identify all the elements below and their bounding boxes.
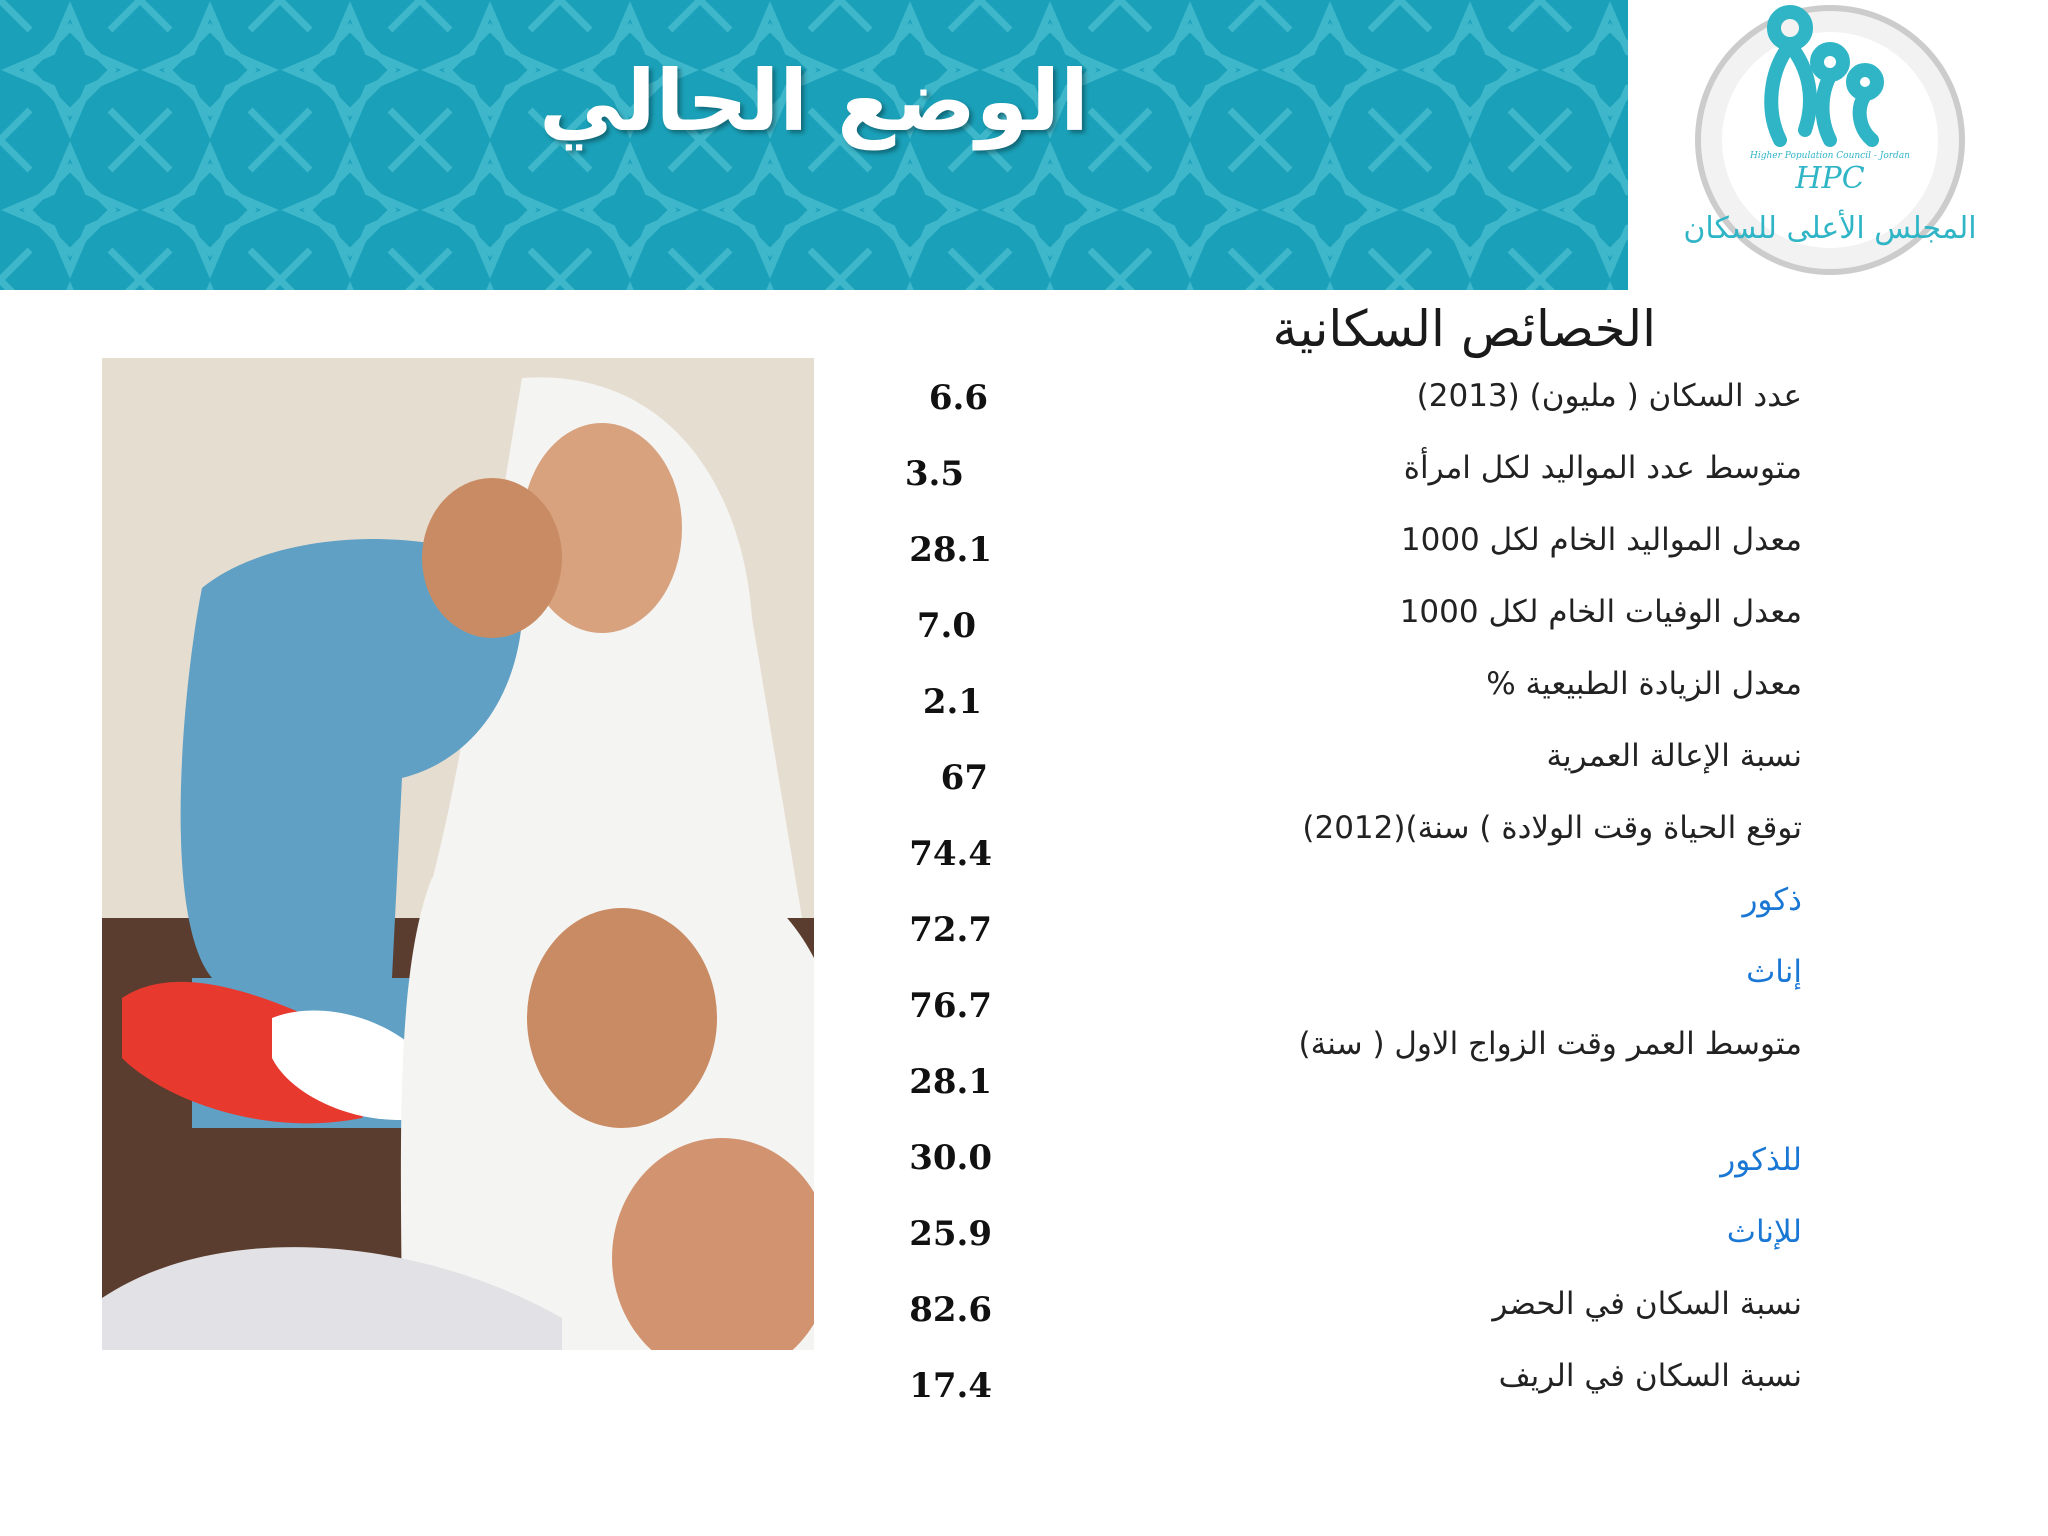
logo-abbr: HPC	[1795, 161, 1865, 196]
stat-label-dependency-ratio: نسبة الإعالة العمرية	[1546, 738, 1802, 774]
family-photo	[102, 358, 814, 1350]
stat-value-fertility: 3.5	[904, 454, 964, 494]
logo-arabic-name: المجلس الأعلى للسكان	[1683, 211, 1977, 246]
section-subtitle: الخصائص السكانية	[1272, 300, 1656, 358]
stat-value-natural-increase: 2.1	[922, 682, 982, 722]
header-banner	[0, 0, 1628, 290]
stat-value-urban: 82.6	[909, 1290, 992, 1330]
stat-value-life-expectancy: 74.4	[909, 834, 992, 874]
stat-label-population: عدد السكان ( مليون) (2013)	[1416, 378, 1802, 414]
stat-label-life-expectancy: توقع الحياة وقت الولادة ) سنة)(2012)	[1302, 810, 1802, 846]
stat-label-marriage-females: للإناث	[1726, 1214, 1802, 1250]
page-title: الوضع الحالي	[539, 52, 1089, 150]
stat-label-death-rate: معدل الوفيات الخام لكل 1000	[1399, 594, 1802, 630]
stat-value-birth-rate: 28.1	[909, 530, 992, 570]
stat-value-rural: 17.4	[909, 1366, 992, 1406]
hpc-logo	[1680, 0, 1980, 290]
stat-label-marriage-age: متوسط العمر وقت الزواج الاول ( سنة)	[1298, 1026, 1802, 1062]
stat-label-males: ذكور	[1742, 882, 1802, 918]
stat-label-natural-increase: معدل الزيادة الطبيعية %	[1486, 666, 1802, 702]
stat-value-death-rate: 7.0	[916, 606, 976, 646]
stat-label-marriage-males: للذكور	[1720, 1142, 1802, 1178]
stat-label-females: إناث	[1746, 954, 1802, 990]
stat-value-dependency-ratio: 67	[940, 758, 988, 798]
stat-value-females: 76.7	[909, 986, 992, 1026]
stat-value-marriage-females: 25.9	[909, 1214, 992, 1254]
stat-value-population: 6.6	[928, 378, 988, 418]
logo-english-name: Higher Population Council - Jordan	[1750, 151, 1910, 161]
stat-value-marriage-age: 28.1	[909, 1062, 992, 1102]
stat-label-urban: نسبة السكان في الحضر	[1492, 1286, 1802, 1322]
stat-label-fertility: متوسط عدد المواليد لكل امرأة	[1403, 450, 1802, 486]
stat-value-males: 72.7	[909, 910, 992, 950]
stat-label-rural: نسبة السكان في الريف	[1498, 1358, 1802, 1394]
stat-value-marriage-males: 30.0	[909, 1138, 992, 1178]
stat-label-birth-rate: معدل المواليد الخام لكل 1000	[1400, 522, 1802, 558]
